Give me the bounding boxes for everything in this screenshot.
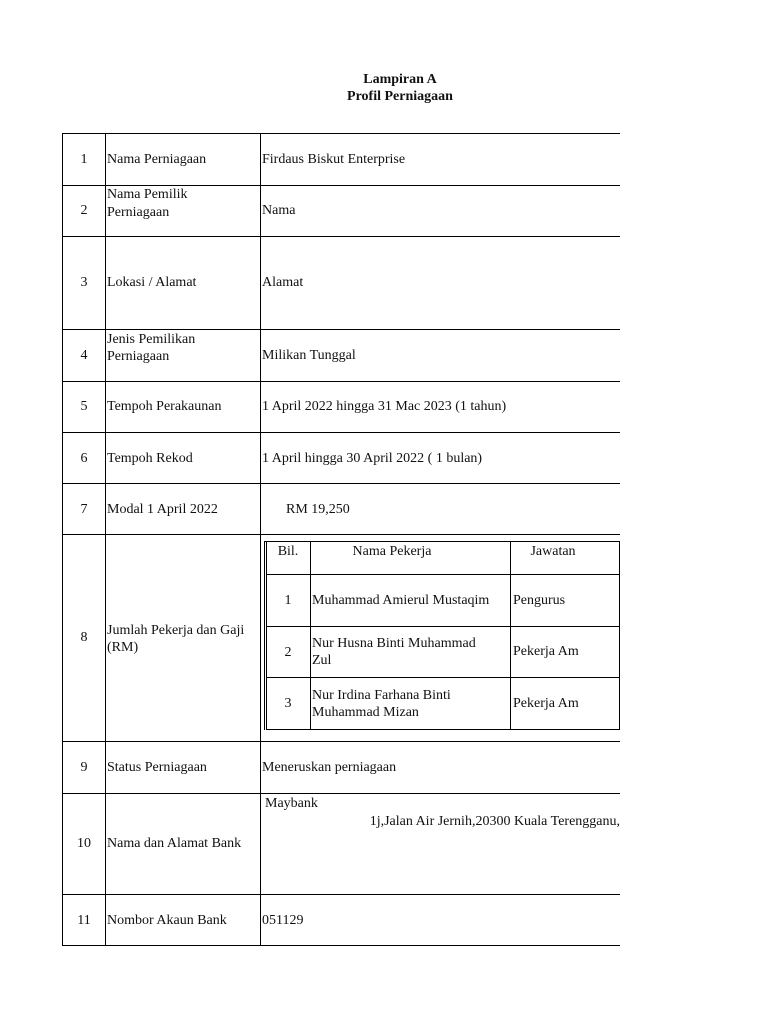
- row-number: 7: [80, 502, 88, 517]
- row-label: Jumlah Pekerja dan Gaji: [107, 623, 245, 638]
- row-label: Status Perniagaan: [107, 760, 207, 775]
- worker-position: Pengurus: [513, 593, 566, 608]
- row-value: RM 19,250: [286, 502, 350, 517]
- row-value: Meneruskan perniagaan: [262, 760, 397, 775]
- row-value: Milikan Tunggal: [262, 348, 356, 363]
- workers-row-divider: [266, 574, 620, 575]
- worker-number: 2: [284, 645, 292, 660]
- workers-header-name: Nama Pekerja: [352, 544, 432, 559]
- row-number: 6: [80, 451, 88, 466]
- row-number: 1: [80, 152, 88, 167]
- worker-number: 3: [284, 696, 292, 711]
- worker-position: Pekerja Am: [513, 696, 579, 711]
- row-number: 8: [80, 630, 88, 645]
- workers-header-position: Jawatan: [530, 544, 576, 559]
- row-label: Nombor Akaun Bank: [107, 913, 227, 928]
- row-divider: [62, 793, 620, 794]
- worker-number: 1: [284, 593, 292, 608]
- workers-row-divider: [266, 626, 620, 627]
- worker-position: Pekerja Am: [513, 644, 579, 659]
- column-divider: [260, 133, 261, 946]
- row-divider: [62, 741, 620, 742]
- row-divider: [62, 432, 620, 433]
- workers-row-divider: [264, 541, 620, 542]
- row-number: 9: [80, 760, 88, 775]
- row-value: 1 April 2022 hingga 31 Mac 2023 (1 tahun): [262, 399, 507, 414]
- row-label: Tempoh Perakaunan: [107, 399, 222, 414]
- row-label: Perniagaan: [107, 205, 170, 220]
- row-divider: [62, 381, 620, 382]
- row-label: Nama Pemilik: [107, 187, 188, 202]
- row-label: Perniagaan: [107, 349, 170, 364]
- workers-header-number: Bil.: [277, 544, 299, 559]
- column-divider: [105, 133, 106, 946]
- row-number: 10: [77, 836, 91, 851]
- row-value: Alamat: [262, 275, 304, 290]
- column-divider: [62, 133, 63, 946]
- row-divider: [62, 329, 620, 330]
- bank-name: Maybank: [265, 796, 318, 811]
- row-value: Firdaus Biskut Enterprise: [262, 152, 406, 167]
- worker-name: Nur Husna Binti Muhammad: [312, 636, 476, 651]
- document-title: Lampiran A: [363, 72, 437, 87]
- worker-name: Muhammad Mizan: [312, 705, 419, 720]
- workers-row-divider: [266, 729, 620, 730]
- workers-column-divider: [619, 541, 620, 730]
- workers-row-divider: [266, 677, 620, 678]
- document-subtitle: Profil Perniagaan: [347, 89, 453, 104]
- row-divider: [62, 894, 620, 895]
- row-divider: [62, 945, 620, 946]
- row-number: 2: [80, 203, 88, 218]
- row-number: 5: [80, 399, 88, 414]
- worker-name: Muhammad Amierul Mustaqim: [312, 593, 490, 608]
- row-label: Tempoh Rekod: [107, 451, 193, 466]
- row-divider: [62, 133, 620, 134]
- row-value: Nama: [262, 203, 296, 218]
- row-divider: [62, 236, 620, 237]
- row-label: Nama dan Alamat Bank: [107, 836, 242, 851]
- row-value: 051129: [262, 913, 304, 928]
- row-number: 4: [80, 348, 88, 363]
- workers-column-divider: [510, 541, 511, 730]
- row-label: Nama Perniagaan: [107, 152, 207, 167]
- worker-name: Zul: [312, 653, 332, 668]
- row-label: Modal 1 April 2022: [107, 502, 218, 517]
- row-label: (RM): [107, 640, 139, 655]
- row-divider: [62, 534, 620, 535]
- row-divider: [62, 483, 620, 484]
- row-label: Lokasi / Alamat: [107, 275, 197, 290]
- workers-column-divider: [310, 541, 311, 730]
- workers-column-divider: [264, 541, 265, 730]
- row-value: 1 April hingga 30 April 2022 ( 1 bulan): [262, 451, 483, 466]
- row-label: Jenis Pemilikan: [107, 332, 196, 347]
- row-number: 3: [80, 275, 88, 290]
- worker-name: Nur Irdina Farhana Binti: [312, 688, 451, 703]
- bank-address: 1j,Jalan Air Jernih,20300 Kuala Terengganu,: [369, 814, 620, 829]
- row-number: 11: [77, 913, 91, 928]
